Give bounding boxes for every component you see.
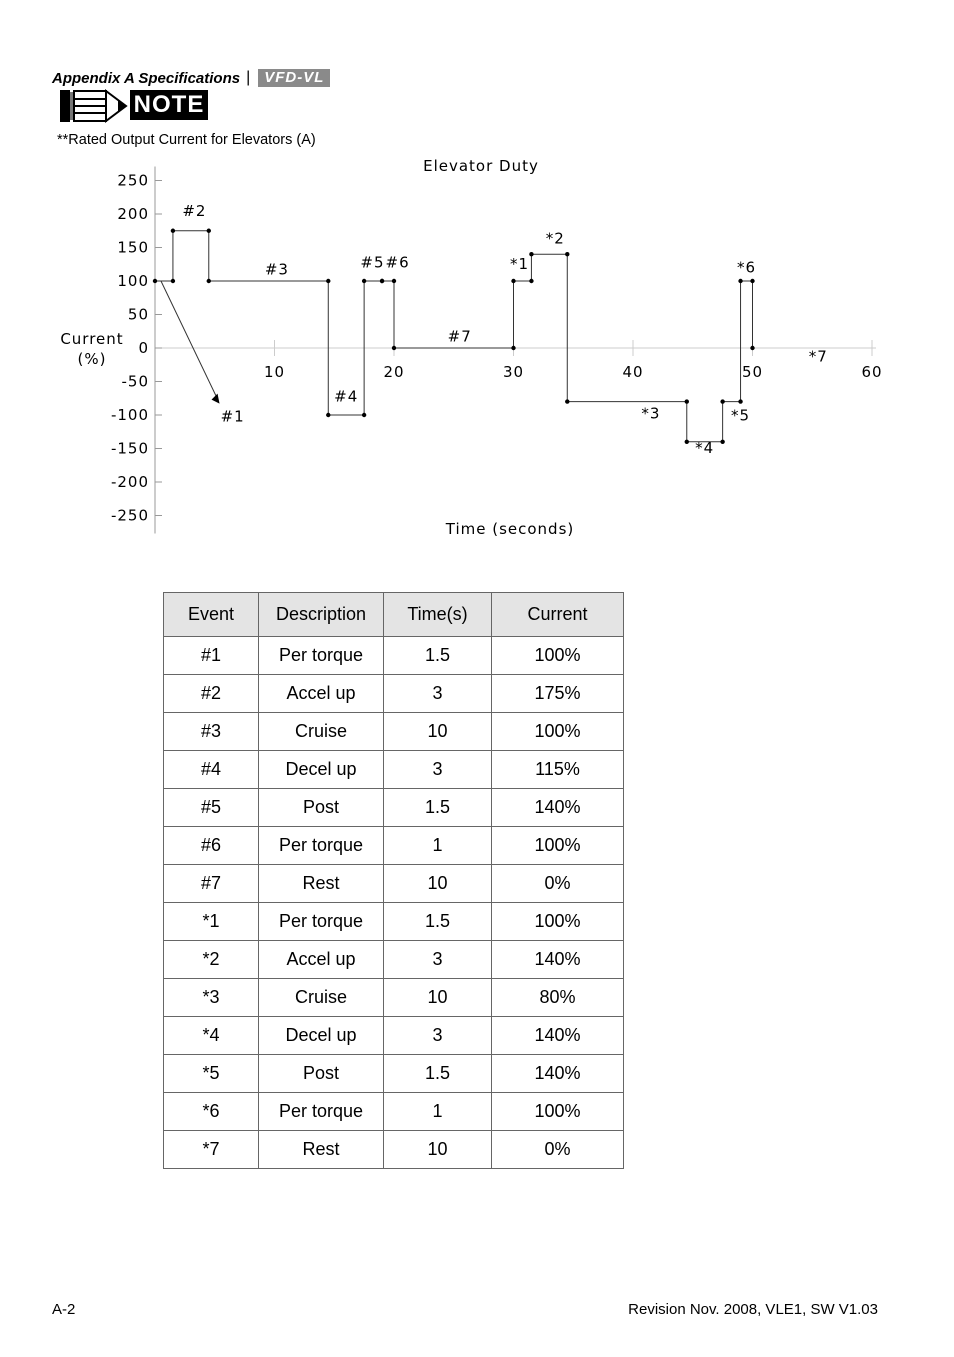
cell-time: 1.5 [384, 789, 492, 827]
cell-event: #5 [164, 789, 259, 827]
event-label: *4 [695, 439, 715, 458]
cell-time: 1 [384, 827, 492, 865]
cell-event: *7 [164, 1131, 259, 1169]
y-tick-label: -50 [121, 372, 149, 391]
data-point [511, 346, 515, 350]
event-label: #3 [264, 260, 289, 279]
y-tick-label: -250 [110, 506, 149, 525]
data-point [750, 346, 754, 350]
y-tick-label: -100 [110, 406, 149, 424]
data-point [738, 399, 742, 403]
x-axis-label: Time (seconds) [445, 520, 575, 538]
table-row [164, 637, 624, 675]
data-point [380, 279, 384, 283]
event-label: *6 [737, 258, 757, 277]
data-point [207, 229, 211, 233]
cell-current: 140% [492, 1017, 624, 1055]
data-point [362, 413, 366, 417]
note-label: NOTE [130, 90, 208, 120]
cell-time: 1.5 [384, 1055, 492, 1093]
cell-current: 100% [492, 1093, 624, 1131]
table-row [164, 979, 624, 1017]
event-label: *3 [641, 404, 661, 423]
table-row [164, 903, 624, 941]
cell-event: #1 [164, 637, 259, 675]
cell-time: 1.5 [384, 903, 492, 941]
cell-current: 115% [492, 751, 624, 789]
cell-time: 10 [384, 979, 492, 1017]
event-label: *1 [509, 254, 529, 273]
y-tick-label: 150 [117, 238, 149, 257]
y-tick-label: 50 [127, 305, 149, 324]
cell-current: 100% [492, 827, 624, 865]
data-point [529, 252, 533, 256]
cell-description: Decel up [259, 751, 384, 789]
data-point [750, 279, 754, 283]
cell-event: *4 [164, 1017, 259, 1055]
event-label: *2 [545, 229, 565, 248]
data-point [720, 399, 724, 403]
data-point [326, 413, 330, 417]
x-tick-label: 10 [263, 363, 286, 381]
cell-event: #2 [164, 675, 259, 713]
cell-current: 80% [492, 979, 624, 1017]
cell-current: 100% [492, 637, 624, 675]
event-label: #4 [334, 387, 359, 406]
table-row [164, 827, 624, 865]
x-tick-label: 20 [383, 363, 405, 381]
x-tick-label: 50 [741, 363, 764, 381]
chart-title: Elevator Duty [423, 157, 539, 175]
x-tick-label: 30 [502, 363, 525, 381]
data-point [207, 279, 211, 283]
table-row [164, 751, 624, 789]
cell-event: #4 [164, 751, 259, 789]
table-header-row [164, 593, 624, 637]
cell-event: #6 [164, 827, 259, 865]
data-point [362, 279, 366, 283]
event-label: *5 [731, 406, 751, 425]
table-row [164, 789, 624, 827]
table-row [164, 941, 624, 979]
data-point [171, 279, 175, 283]
event-label: #5 [360, 253, 385, 272]
table-row [164, 675, 624, 713]
data-point [529, 279, 533, 283]
event-table [163, 592, 624, 1169]
data-point [565, 252, 569, 256]
table-row [164, 1055, 624, 1093]
data-point [685, 399, 689, 403]
y-tick-label: 0 [138, 339, 149, 357]
arrow-line [161, 281, 217, 398]
table-row [164, 713, 624, 751]
cell-time: 1 [384, 1093, 492, 1131]
event-label: #2 [182, 202, 207, 221]
data-point [392, 346, 396, 350]
cell-description: Cruise [259, 979, 384, 1017]
revision-info: Revision Nov. 2008, VLE1, SW V1.03 [628, 1301, 878, 1318]
table-row [164, 865, 624, 903]
cell-description: Accel up [259, 941, 384, 979]
cell-time: 1.5 [384, 637, 492, 675]
cell-current: 175% [492, 675, 624, 713]
table-row [164, 1093, 624, 1131]
cell-current: 140% [492, 941, 624, 979]
event-label: #7 [447, 327, 472, 346]
y-axis-label-unit: (%) [77, 350, 107, 368]
cell-time: 3 [384, 1017, 492, 1055]
event-label: #1 [220, 407, 245, 426]
header-separator: | [246, 69, 251, 86]
cell-current: 0% [492, 1131, 624, 1169]
y-tick-label: 200 [117, 205, 149, 223]
cell-time: 3 [384, 941, 492, 979]
note-banner [58, 88, 210, 124]
cell-description: Per torque [259, 1093, 384, 1131]
cell-event: *2 [164, 941, 259, 979]
table-row [164, 1017, 624, 1055]
pencil-icon [58, 88, 130, 124]
event-label: #6 [385, 253, 410, 272]
table-row [164, 1131, 624, 1169]
cell-time: 3 [384, 675, 492, 713]
cell-description: Decel up [259, 1017, 384, 1055]
data-point [392, 279, 396, 283]
cell-event: #3 [164, 713, 259, 751]
x-tick-label: 40 [622, 363, 644, 381]
data-point [153, 279, 157, 283]
cell-current: 0% [492, 865, 624, 903]
cell-event: *6 [164, 1093, 259, 1131]
data-point [738, 279, 742, 283]
data-point [720, 440, 724, 444]
cell-description: Per torque [259, 637, 384, 675]
event-label: *7 [808, 347, 828, 366]
cell-current: 140% [492, 789, 624, 827]
cell-description: Per torque [259, 903, 384, 941]
elevator-duty-chart [0, 148, 954, 548]
cell-event: *3 [164, 979, 259, 1017]
cell-time: 10 [384, 713, 492, 751]
data-point [326, 279, 330, 283]
y-tick-label: -200 [110, 473, 149, 491]
data-point [685, 440, 689, 444]
cell-description: Post [259, 1055, 384, 1093]
header-current: Current [492, 593, 624, 637]
data-point [511, 279, 515, 283]
chart-caption: **Rated Output Current for Elevators (A) [57, 132, 316, 148]
cell-current: 100% [492, 713, 624, 751]
cell-description: Cruise [259, 713, 384, 751]
cell-current: 100% [492, 903, 624, 941]
cell-event: #7 [164, 865, 259, 903]
data-point [565, 399, 569, 403]
y-tick-label: -150 [110, 439, 149, 458]
cell-description: Post [259, 789, 384, 827]
cell-description: Per torque [259, 827, 384, 865]
cell-description: Rest [259, 865, 384, 903]
x-tick-label: 60 [861, 363, 883, 381]
y-axis-label: Current [60, 330, 124, 348]
vfd-logo: VFD-VL [258, 69, 330, 87]
page-header [52, 68, 330, 88]
cell-time: 10 [384, 865, 492, 903]
data-point [171, 229, 175, 233]
y-tick-label: 250 [117, 171, 149, 190]
cell-description: Rest [259, 1131, 384, 1169]
cell-current: 140% [492, 1055, 624, 1093]
cell-description: Accel up [259, 675, 384, 713]
cell-event: *5 [164, 1055, 259, 1093]
header-event: Event [164, 593, 259, 637]
page-number: A-2 [52, 1301, 76, 1318]
header-description: Description [259, 593, 384, 637]
section-title: Appendix A Specifications [52, 69, 241, 87]
cell-time: 3 [384, 751, 492, 789]
cell-time: 10 [384, 1131, 492, 1169]
y-tick-label: 100 [117, 272, 149, 290]
cell-event: *1 [164, 903, 259, 941]
header-time: Time(s) [384, 593, 492, 637]
